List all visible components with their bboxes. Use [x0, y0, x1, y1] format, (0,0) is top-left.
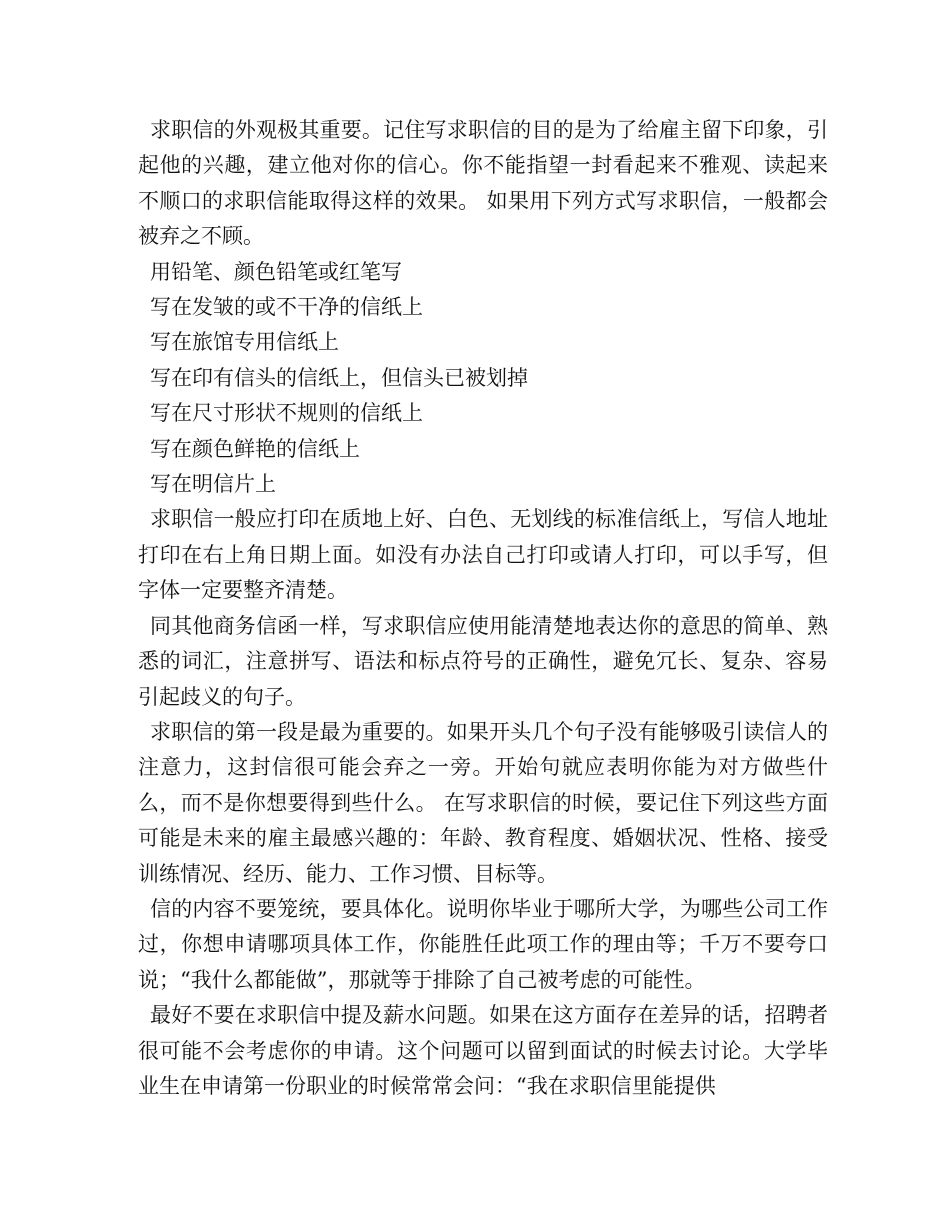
paragraph-be-specific: 信的内容不要笼统，要具体化。说明你毕业于哪所大学，为哪些公司工作过，你想申请哪项具体工作，你能胜任此项工作的理由等；千万不要夸口说；“我什么都能做”，那就等于排除了自己被考虑的可能性。 [138, 896, 828, 992]
paragraph-wording: 同其他商务信函一样，写求职信应使用能清楚地表达你的意思的简单、熟悉的词汇，注意拼写、语法和标点符号的正确性，避免冗长、复杂、容易引起歧义的句子。 [138, 613, 828, 709]
paragraph-letter-appearance: 求职信的外观极其重要。记住写求职信的目的是为了给雇主留下印象，引起他的兴趣，建立他对你的信心。你不能指望一封看起来不雅观、读起来不顺口的求职信能取得这样的效果。 如果用下列方式写求职信，一般都会被弃之不顾。 [138, 118, 828, 249]
list-item: 写在印有信头的信纸上，但信头已被划掉 [150, 365, 528, 390]
list-item: 写在旅馆专用信纸上 [150, 330, 339, 355]
list-item: 写在明信片上 [150, 472, 276, 497]
paragraph-paper-format: 求职信一般应打印在质地上好、白色、无划线的标准信纸上，写信人地址打印在右上角日期上面。如没有办法自己打印或请人打印，可以手写，但字体一定要整齐清楚。 [138, 507, 828, 603]
paragraph-first-paragraph: 求职信的第一段是最为重要的。如果开头几个句子没有能够吸引读信人的注意力，这封信很可能会弃之一旁。开始句就应表明你能为对方做些什么，而不是你想要得到些什么。 在写求职信的时候，要记住下列这些方面可能是未来的雇主最感兴趣的：年龄、教育程度、婚姻状况、性格、接受训练情况、经历、能力、工作习惯、目标等。 [138, 719, 828, 886]
bad-practices-list [138, 255, 828, 503]
list-item: 写在尺寸形状不规则的信纸上 [150, 401, 423, 426]
paragraph-salary: 最好不要在求职信中提及薪水问题。如果在这方面存在差异的话，招聘者很可能不会考虑你的申请。这个问题可以留到面试的时候去讨论。大学毕业生在申请第一份职业的时候常常会问：“我在求职信里能提供 [138, 1003, 828, 1098]
list-item: 写在颜色鲜艳的信纸上 [150, 436, 360, 461]
list-item: 用铅笔、颜色铅笔或红笔写 [150, 259, 402, 284]
list-item: 写在发皱的或不干净的信纸上 [150, 295, 423, 320]
document-body [138, 113, 828, 1104]
